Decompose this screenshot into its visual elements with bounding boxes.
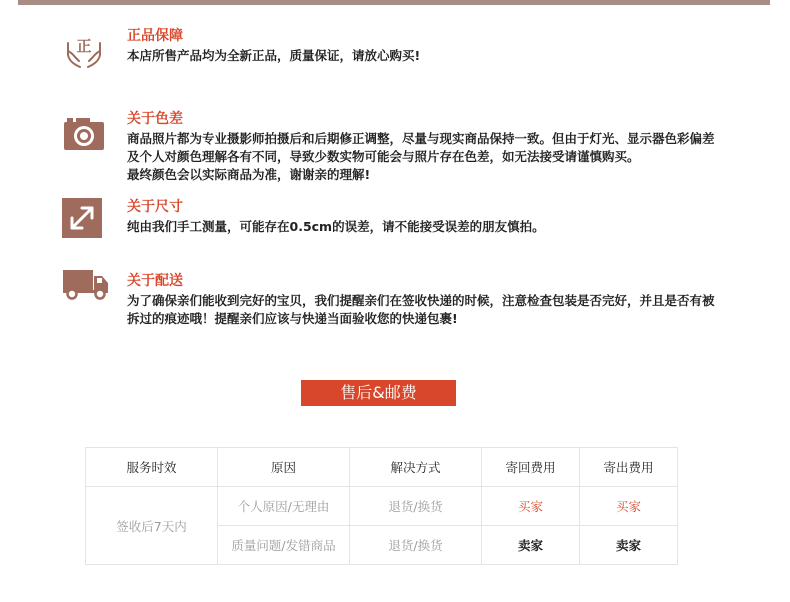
genuine-glyph: 正 xyxy=(76,37,92,55)
cell-reason: 质量问题/发错商品 xyxy=(218,526,350,565)
section-body xyxy=(127,130,767,184)
header-return-fee: 寄回费用 xyxy=(482,448,580,487)
cell-return-fee: 买家 xyxy=(482,487,580,526)
header-send-fee: 寄出费用 xyxy=(580,448,678,487)
section-line: 为了确保亲们能收到完好的宝贝，我们提醒亲们在签收快递的时候，注意检查包装是否完好，并且是否有被 xyxy=(127,293,715,308)
section-line: 本店所售产品均为全新正品，质量保证，请放心购买! xyxy=(127,48,421,63)
section-body xyxy=(127,47,767,65)
cell-solution: 退货/换货 xyxy=(350,487,482,526)
top-divider xyxy=(18,0,770,5)
cell-solution: 退货/换货 xyxy=(350,526,482,565)
cell-reason: 个人原因/无理由 xyxy=(218,487,350,526)
resize-arrow-icon xyxy=(62,198,106,242)
header-solution: 解决方式 xyxy=(350,448,482,487)
cell-period: 签收后7天内 xyxy=(86,487,218,565)
table-header-row xyxy=(86,448,678,487)
section-title: 正品保障 xyxy=(127,28,183,44)
section-body xyxy=(127,292,767,328)
header-reason: 原因 xyxy=(218,448,350,487)
section-line: 商品照片都为专业摄影师拍摄后和后期修正调整，尽量与现实商品保持一致。但由于灯光、显示器色彩偏差 xyxy=(127,131,715,146)
truck-icon xyxy=(62,268,106,312)
section-line: 纯由我们手工测量，可能存在0.5cm的误差，请不能接受误差的朋友慎拍。 xyxy=(127,219,545,234)
section-body xyxy=(127,218,767,236)
camera-icon xyxy=(62,114,106,158)
cell-send-fee: 买家 xyxy=(580,487,678,526)
cell-return-fee: 卖家 xyxy=(482,526,580,565)
section-title: 关于色差 xyxy=(127,111,183,127)
section-line: 拆过的痕迹哦！提醒亲们应该与快递当面验收您的快递包裹! xyxy=(127,311,458,326)
table-row xyxy=(86,487,678,526)
hands-genuine-icon xyxy=(62,27,106,71)
section-title: 关于配送 xyxy=(127,273,183,289)
header-period: 服务时效 xyxy=(86,448,218,487)
after-sales-table xyxy=(85,447,678,565)
after-sales-banner: 售后&邮费 xyxy=(301,380,456,406)
section-title: 关于尺寸 xyxy=(127,199,183,215)
cell-send-fee: 卖家 xyxy=(580,526,678,565)
section-line: 最终颜色会以实际商品为准，谢谢亲的理解! xyxy=(127,167,371,182)
section-line: 及个人对颜色理解各有不同，导致少数实物可能会与照片存在色差，如无法接受请谨慎购买。 xyxy=(127,149,640,164)
